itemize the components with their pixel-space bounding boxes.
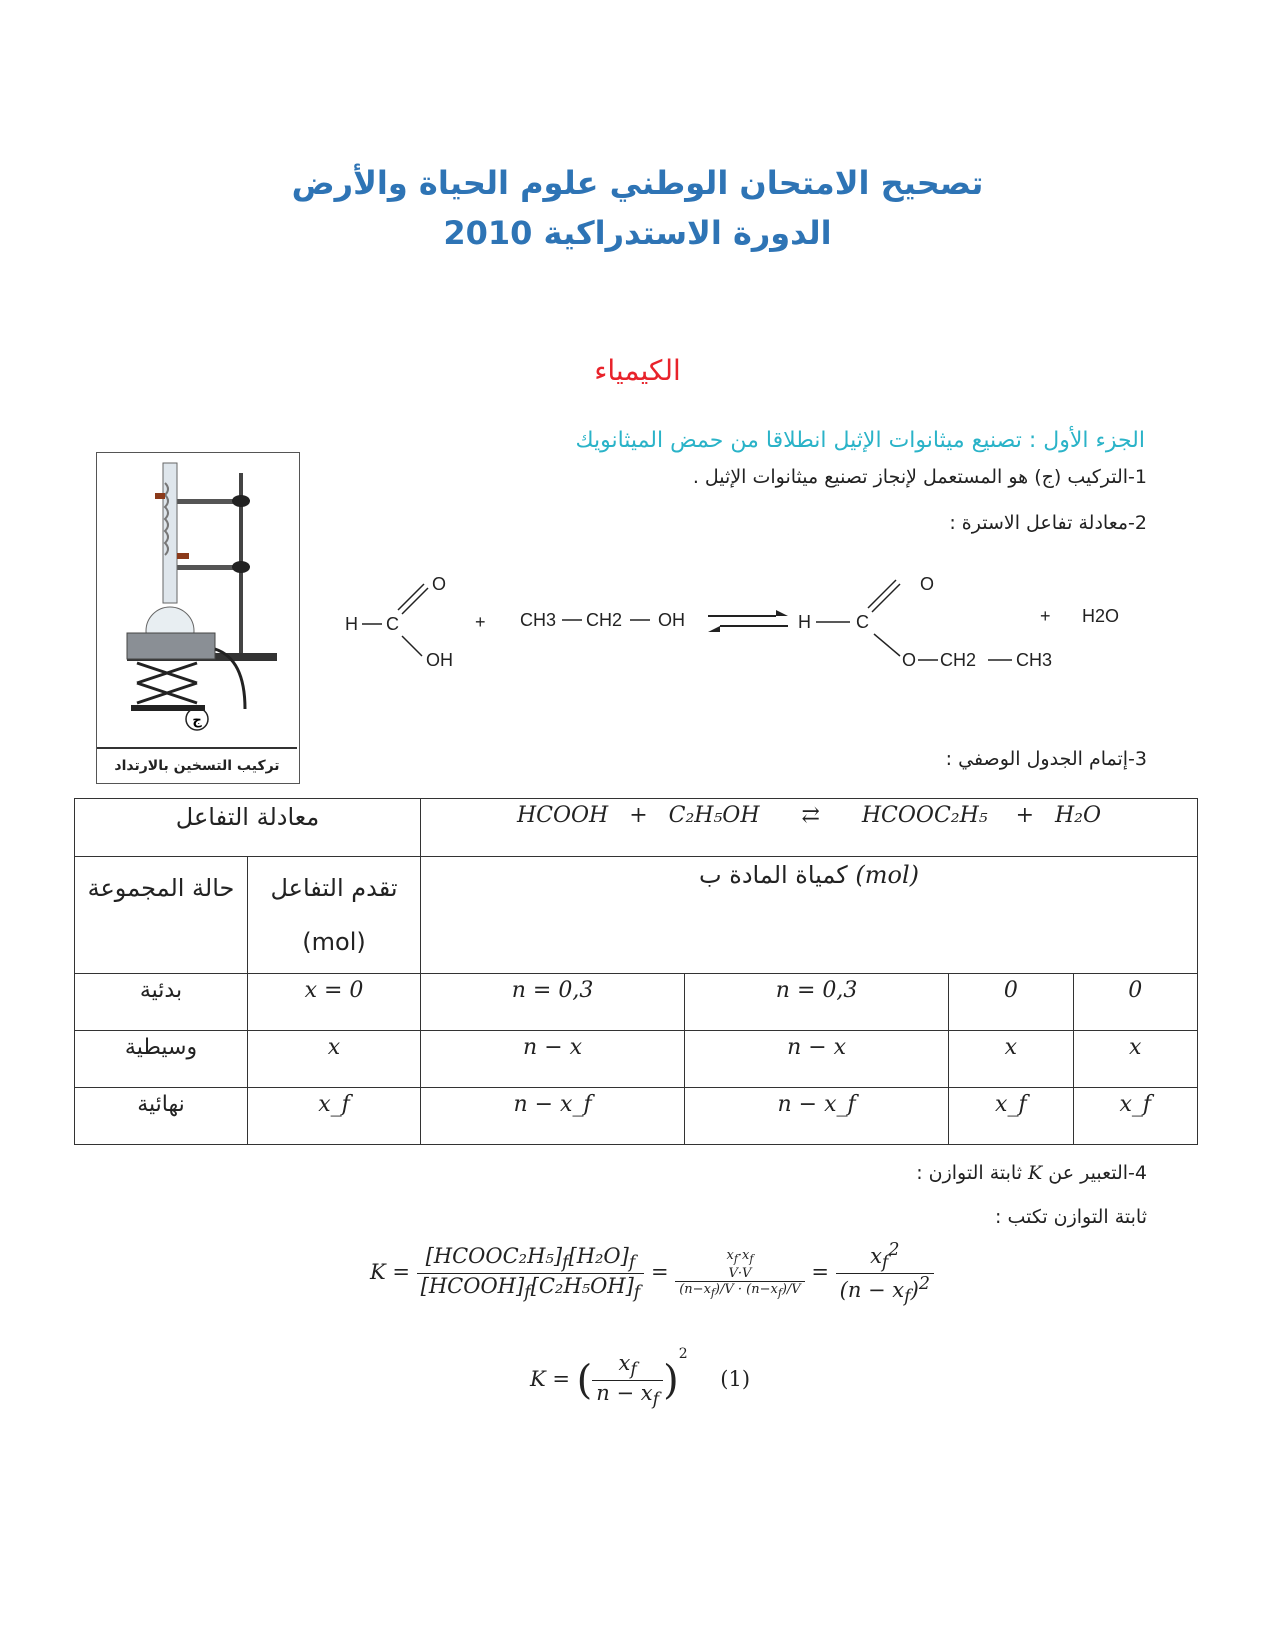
- ester-ch3: CH3: [1016, 650, 1053, 670]
- advance-label: تقدم التفاعل: [270, 874, 398, 902]
- reflux-apparatus-figure: [96, 452, 300, 784]
- row-final-c2: n − x_f: [685, 1088, 949, 1145]
- ethanol-ch3: CH3: [520, 610, 557, 630]
- plus-2: +: [1040, 606, 1051, 626]
- plus-1: +: [475, 612, 486, 632]
- ester-h: H: [798, 612, 811, 632]
- row-initial-c3: 0: [949, 974, 1073, 1031]
- question-3: 3-إتمام الجدول الوصفي :: [945, 748, 1147, 770]
- question-4-var: K: [1028, 1162, 1043, 1184]
- exam-title-line2: الدورة الاستدراكية 2010: [443, 214, 832, 252]
- equilibrium-constant-final: K = ( $\frac{x_f}{n - x_f}$ )$^2$ (1): [530, 1346, 751, 1411]
- question-1: 1-التركيب (ج) هو المستعمل لإنجاز تصنيع ميثانوات الإثيل .: [692, 466, 1147, 488]
- apparatus-letter: ج: [192, 713, 202, 728]
- ester-o: O: [902, 650, 917, 670]
- row-final-c4: x_f: [1073, 1088, 1197, 1145]
- equation-number: (1): [720, 1367, 751, 1391]
- equilibrium-constant-derivation: K = $\frac{[HCOOC_2H_5]_f[H_2O]_f}{[HCOOH]_f[C_2H_5OH]_f}$ = $x_f\cdot x_f$ V·V $(n-x_f)/V \cdot (n-x_f)/V$ = $\frac{x_f^2}{(n - x_f)^2}$: [370, 1240, 934, 1307]
- row-initial-c1: n = 0,3: [421, 974, 685, 1031]
- row-intermediate-c2: n − x: [685, 1031, 949, 1088]
- ester-o-double: O: [920, 574, 935, 594]
- quantity-header: [421, 857, 1198, 974]
- question-4-post: ثابتة التوازن :: [916, 1162, 1022, 1184]
- question-4-pre: 4-التعبير عن: [1048, 1162, 1147, 1184]
- acid-c: C: [386, 614, 399, 634]
- equation-formula: HCOOH + C₂H₅OH ⇄ HCOOC₂H₅ + H₂O: [421, 799, 1198, 857]
- equation-label: معادلة التفاعل: [75, 799, 421, 857]
- row-intermediate-c3: x: [949, 1031, 1073, 1088]
- ethanol-ch2: CH2: [586, 610, 623, 630]
- question-4: [916, 1162, 1147, 1184]
- advance-header: [248, 857, 421, 974]
- ester-c: C: [856, 612, 869, 632]
- quantity-unit: (mol): [855, 861, 919, 889]
- row-final-c3: x_f: [949, 1088, 1073, 1145]
- row-initial-c4: 0: [1073, 974, 1197, 1031]
- part1-title: الجزء الأول : تصنيع ميثانوات الإثيل انطلاقا من حمض الميثانويك: [575, 428, 1145, 453]
- question-4-line2: ثابتة التوازن تكتب :: [995, 1206, 1147, 1228]
- row-intermediate-advance: x: [248, 1031, 421, 1088]
- advance-unit: (mol): [302, 928, 366, 956]
- row-initial-c2: n = 0,3: [685, 974, 949, 1031]
- acid-h: H: [345, 614, 358, 634]
- section-title: الكيمياء: [594, 354, 681, 387]
- ethanol-oh: OH: [658, 610, 685, 630]
- exam-title-line1: تصحيح الامتحان الوطني علوم الحياة والأرض: [291, 164, 984, 202]
- acid-oh: OH: [426, 650, 453, 670]
- row-final-advance: x_f: [248, 1088, 421, 1145]
- state-label: حالة المجموعة: [75, 857, 248, 974]
- apparatus-caption: تركيب التسخين بالارتداد: [97, 747, 297, 783]
- acid-o: O: [432, 574, 447, 594]
- reflux-apparatus-drawing: [97, 453, 297, 743]
- ester-ch2: CH2: [940, 650, 977, 670]
- row-final-c1: n − x_f: [421, 1088, 685, 1145]
- quantity-label: كمياة المادة ب: [699, 861, 848, 889]
- row-final-state: نهائية: [75, 1088, 248, 1145]
- question-2: 2-معادلة تفاعل الاسترة :: [949, 512, 1147, 534]
- water: H2O: [1082, 606, 1120, 626]
- row-intermediate-state: وسيطية: [75, 1031, 248, 1088]
- row-intermediate-c1: n − x: [421, 1031, 685, 1088]
- advancement-table: [74, 798, 1198, 1145]
- esterification-reaction: [340, 570, 1160, 700]
- row-initial-advance: x = 0: [248, 974, 421, 1031]
- row-initial-state: بدئية: [75, 974, 248, 1031]
- row-intermediate-c4: x: [1073, 1031, 1197, 1088]
